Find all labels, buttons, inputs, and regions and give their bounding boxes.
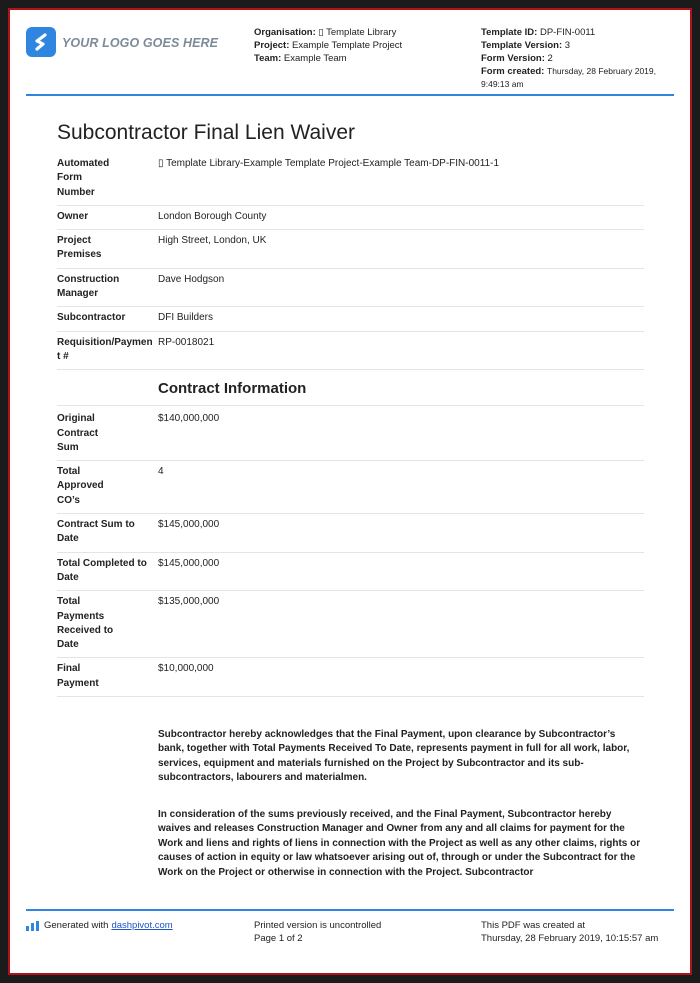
printed-notice: Printed version is uncontrolled	[254, 920, 382, 931]
logo-icon	[26, 27, 56, 57]
field-value-construction-manager: Dave Hodgson	[158, 273, 225, 285]
form-created-value: Thursday, 28 February 2019,	[547, 66, 656, 76]
field-row	[57, 406, 644, 461]
waiver-paragraph-1: Subcontractor hereby acknowledges that the Final Payment, upon clearance by Subcontractor’s bank, together with Total Payments Received To Date, represents payment in full for all work, labor, services, equipment and materials furnished on the Project by Subcontractor and its sub-subcontractors, labourers and materialmen.	[158, 729, 630, 784]
field-row	[57, 332, 644, 371]
field-row	[57, 230, 644, 269]
page-number: Page 1 of 2	[254, 932, 303, 944]
document-header	[11, 11, 689, 97]
team-value: Example Team	[283, 53, 347, 64]
section-title: Contract Information	[158, 380, 307, 398]
page-title: Subcontractor Final Lien Waiver	[57, 121, 356, 144]
field-row	[57, 553, 644, 592]
field-value-contract-sum-to-date: $145,000,000	[158, 519, 220, 531]
template-version-label: Template Version:	[481, 40, 563, 51]
field-label-total-payments: Total Payments Received to Date	[57, 596, 114, 651]
header-template-block	[481, 26, 681, 91]
field-label-approved-cos: Total Approved CO’s	[57, 466, 104, 506]
field-value-approved-cos: 4	[158, 466, 164, 478]
field-value-form-number: ▯ Template Library-Example Template Project-Example Team-DP-FIN-0011-1	[158, 158, 500, 169]
form-created-label: Form created:	[481, 66, 545, 77]
field-label-original-contract-sum: Original Contract Sum	[57, 413, 99, 453]
field-value-total-completed: $145,000,000	[158, 557, 220, 569]
field-value-owner: London Borough County	[158, 210, 267, 222]
field-row	[57, 591, 644, 658]
dashpivot-link[interactable]: dashpivot.com	[111, 920, 173, 931]
team-label: Team:	[254, 53, 282, 64]
field-row	[57, 307, 644, 331]
organisation-label: Organisation:	[254, 27, 316, 38]
pdf-created-label: This PDF was created at	[481, 920, 586, 931]
template-id-label: Template ID:	[481, 27, 538, 38]
field-label-total-completed: Total Completed to Date	[57, 557, 147, 583]
template-version-value: 3	[564, 40, 571, 51]
project-value: Example Template Project	[292, 40, 403, 51]
organisation-value: ▯ Template Library	[318, 27, 397, 38]
field-value-total-payments: $135,000,000	[158, 596, 220, 608]
logo-text: YOUR LOGO GOES HERE	[62, 36, 219, 50]
field-value-project-premises: High Street, London, UK	[158, 235, 267, 247]
field-row	[57, 461, 644, 514]
field-label-owner: Owner	[57, 210, 89, 222]
field-label-final-payment: Final Payment	[57, 663, 99, 689]
document-page	[11, 11, 689, 972]
contract-section-header	[57, 370, 644, 406]
field-label-subcontractor: Subcontractor	[57, 312, 126, 324]
bar-chart-icon	[26, 921, 39, 931]
field-label-form-number: Automated Form Number	[57, 158, 110, 198]
field-label-construction-manager: Construction Manager	[57, 273, 120, 300]
form-created-time: 9:49:13 am	[481, 79, 524, 89]
form-fields-table	[57, 157, 644, 697]
field-row	[57, 514, 644, 553]
generated-with-text: Generated with	[44, 920, 109, 931]
field-row	[57, 658, 644, 697]
form-version-value: 2	[547, 53, 553, 64]
field-value-subcontractor: DFI Builders	[158, 312, 214, 324]
field-label-requisition: Requisition/Payment #	[57, 336, 153, 362]
field-value-final-payment: $10,000,000	[158, 663, 214, 675]
field-label-contract-sum-to-date: Contract Sum to Date	[57, 519, 135, 545]
form-version-label: Form Version:	[481, 53, 545, 64]
footer-divider	[26, 909, 674, 911]
project-label: Project:	[254, 40, 290, 51]
field-label-project-premises: Project Premises	[57, 235, 102, 261]
waiver-paragraph-2: In consideration of the sums previously received, and the Final Payment, Subcontractor hereby waives and releases Construction Manager and Owner from any and all claims for payment for the Work and liens and rights of liens in connection with the Project as well as any other claims, rights or causes of action in equity or law whatsoever arising out of, through or under the Subcontract for the Work on the Project or otherwise in connection with the Project. Subcontractor	[158, 809, 641, 878]
header-context-block	[254, 26, 469, 65]
field-row	[57, 157, 644, 206]
header-divider	[26, 94, 674, 96]
field-value-requisition: RP-0018021	[158, 336, 215, 348]
footer-generated	[26, 920, 173, 931]
template-id-value: DP-FIN-0011	[539, 27, 596, 38]
field-row	[57, 269, 644, 308]
field-value-original-contract-sum: $140,000,000	[158, 413, 220, 425]
field-row	[57, 206, 644, 230]
footer-print-info	[254, 920, 381, 945]
footer-pdf-created	[481, 920, 681, 945]
pdf-created-value: Thursday, 28 February 2019, 10:15:57 am	[481, 932, 659, 944]
